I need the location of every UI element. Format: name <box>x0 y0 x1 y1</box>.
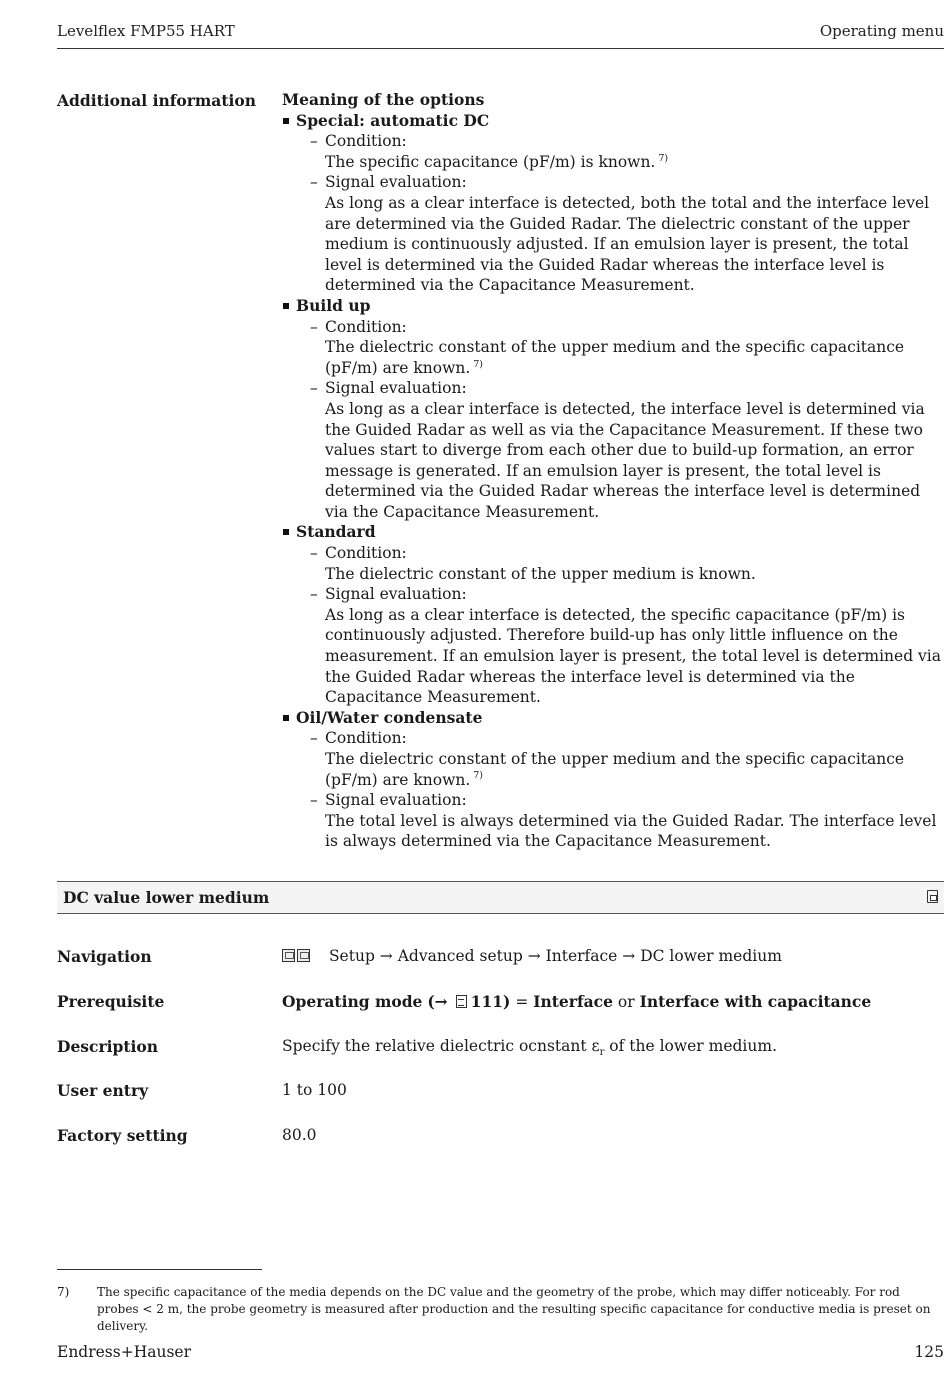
options-heading: Meaning of the options <box>282 90 485 109</box>
additional-info-content <box>282 90 944 852</box>
parameter-title-bar <box>57 881 944 914</box>
dash-marker: – <box>310 132 318 151</box>
detail-text: As long as a clear interface is detected, the specific capacitance (pF/m) is continuously adjusted. Therefore build-up has only little influence on the measurement. If an emulsion layer is present, the total level is determined via the Guided Radar whereas the interface level is determined via the Capacitance Measurement. <box>325 605 941 707</box>
detail-label: Condition: <box>325 317 407 336</box>
detail-label: Signal evaluation: <box>325 585 467 604</box>
footnote-ref[interactable]: 7) <box>658 152 669 164</box>
prerequisite-arrow: (→ <box>427 992 448 1011</box>
footnote <box>57 1284 944 1335</box>
footer-brand: Endress+Hauser <box>57 1343 191 1361</box>
detail-text: The dielectric constant of the upper medium and the specific capacitance (pF/m) are known. <box>325 338 905 377</box>
detail-label: Condition: <box>325 132 407 151</box>
footnote-ref[interactable]: 7) <box>473 358 484 370</box>
option-item <box>282 296 944 523</box>
detail-text: As long as a clear interface is detected, both the total and the interface level are determined via the Guided Radar. The dielectric constant of the upper medium is continuously adjusted. If an emulsion layer is present, the total level is determined via the Guided Radar whereas the interface level is determined via the Capacitance Measurement. <box>325 193 930 295</box>
option-item <box>282 708 944 852</box>
detail-label: Condition: <box>325 729 407 748</box>
dash-marker: – <box>310 585 318 604</box>
user-entry-label: User entry <box>57 1081 149 1100</box>
option-detail <box>296 728 944 790</box>
detail-text-block <box>325 399 944 523</box>
page-number: 125 <box>914 1343 944 1361</box>
option-title: Standard <box>296 522 376 542</box>
prerequisite-label: Prerequisite <box>57 992 165 1011</box>
dash-marker: – <box>310 544 318 563</box>
dash-marker: – <box>310 729 318 748</box>
prerequisite-page-link[interactable]: 111) <box>470 992 511 1011</box>
detail-text-block <box>325 152 944 173</box>
header-product: Levelflex FMP55 HART <box>57 22 235 40</box>
page-reference-icon <box>456 995 467 1008</box>
factory-setting-label: Factory setting <box>57 1126 188 1145</box>
option-detail <box>296 131 944 172</box>
footnote-text: The specific capacitance of the media depends on the DC value and the geometry of the probe, which may differ noticeably. For rod probes < 2 m, the probe geometry is measured after production and the resulting specific capacitance for conductive media is preset on delivery. <box>97 1285 931 1333</box>
prerequisite-value-2: Interface with capacitance <box>639 992 872 1011</box>
option-detail <box>296 543 944 584</box>
dash-marker: – <box>310 317 318 336</box>
bullet-icon <box>283 529 289 535</box>
detail-label: Signal evaluation: <box>325 791 467 810</box>
detail-text-block <box>325 337 944 378</box>
description-text-b: of the lower medium. <box>604 1037 778 1055</box>
detail-text: The dielectric constant of the upper medium and the specific capacitance (pF/m) are known. <box>325 750 905 789</box>
option-item <box>282 111 944 296</box>
footnote-rule <box>57 1269 262 1270</box>
option-title: Special: automatic DC <box>296 110 490 130</box>
prerequisite-equals: = <box>515 993 529 1011</box>
factory-setting-value: 80.0 <box>282 1126 317 1144</box>
additional-info-label: Additional information <box>57 91 257 110</box>
bullet-icon <box>283 303 289 309</box>
parameter-title: DC value lower medium <box>63 888 270 907</box>
detail-text: As long as a clear interface is detected, the interface level is determined via the Guided Radar as well as via the Capacitance Measurement. If these two values start to diverge from each other due to build-up formation, an error message is generated. If an emulsion layer is present, the total level is determined via the Guided Radar whereas the interface level is determined via the Capacitance Measurement. <box>325 399 925 521</box>
navigation-value <box>282 947 782 965</box>
prerequisite-value-1: Interface <box>533 992 613 1011</box>
prerequisite-or: or <box>617 993 635 1011</box>
option-detail <box>296 378 944 522</box>
detail-text: The dielectric constant of the upper medium is known. <box>325 564 756 583</box>
description-label: Description <box>57 1037 159 1056</box>
detail-text-block <box>325 564 944 585</box>
option-item <box>282 522 944 707</box>
user-entry-value: 1 to 100 <box>282 1081 347 1099</box>
header-section: Operating menu <box>819 22 944 40</box>
operating-menu-icon <box>282 949 295 962</box>
option-detail <box>296 584 944 708</box>
dash-marker: – <box>310 173 318 192</box>
dash-marker: – <box>310 379 318 398</box>
options-list <box>282 111 944 852</box>
description-subscript: r <box>599 1047 605 1059</box>
detail-text-block <box>325 749 944 790</box>
option-title: Build up <box>296 295 371 315</box>
dash-marker: – <box>310 791 318 810</box>
footnote-ref[interactable]: 7) <box>473 770 484 782</box>
description-value <box>282 1037 777 1058</box>
detail-label: Signal evaluation: <box>325 173 467 192</box>
display-icon <box>297 949 310 962</box>
prerequisite-value <box>282 992 871 1011</box>
description-text-a: Specify the relative dielectric ocnstant ε <box>282 1037 600 1055</box>
detail-label: Condition: <box>325 544 407 563</box>
page-header <box>57 20 944 49</box>
prerequisite-param: Operating mode <box>282 992 423 1011</box>
option-detail <box>296 317 944 379</box>
bullet-icon <box>283 715 289 721</box>
navigation-label: Navigation <box>57 947 152 966</box>
option-title: Oil/Water condensate <box>296 707 483 727</box>
detail-text: The specific capacitance (pF/m) is known. <box>325 152 656 171</box>
detail-text-block <box>325 811 944 852</box>
write-protect-icon <box>927 890 938 903</box>
option-detail <box>296 790 944 852</box>
detail-text-block <box>325 193 944 296</box>
bullet-icon <box>283 118 289 124</box>
detail-text-block <box>325 605 944 708</box>
option-detail <box>296 172 944 296</box>
detail-label: Signal evaluation: <box>325 379 467 398</box>
footnote-number: 7) <box>57 1285 70 1299</box>
detail-text: The total level is always determined via the Guided Radar. The interface level is always determined via the Capacitance Measurement. <box>325 811 937 851</box>
navigation-path: Setup → Advanced setup → Interface → DC lower medium <box>328 947 782 965</box>
